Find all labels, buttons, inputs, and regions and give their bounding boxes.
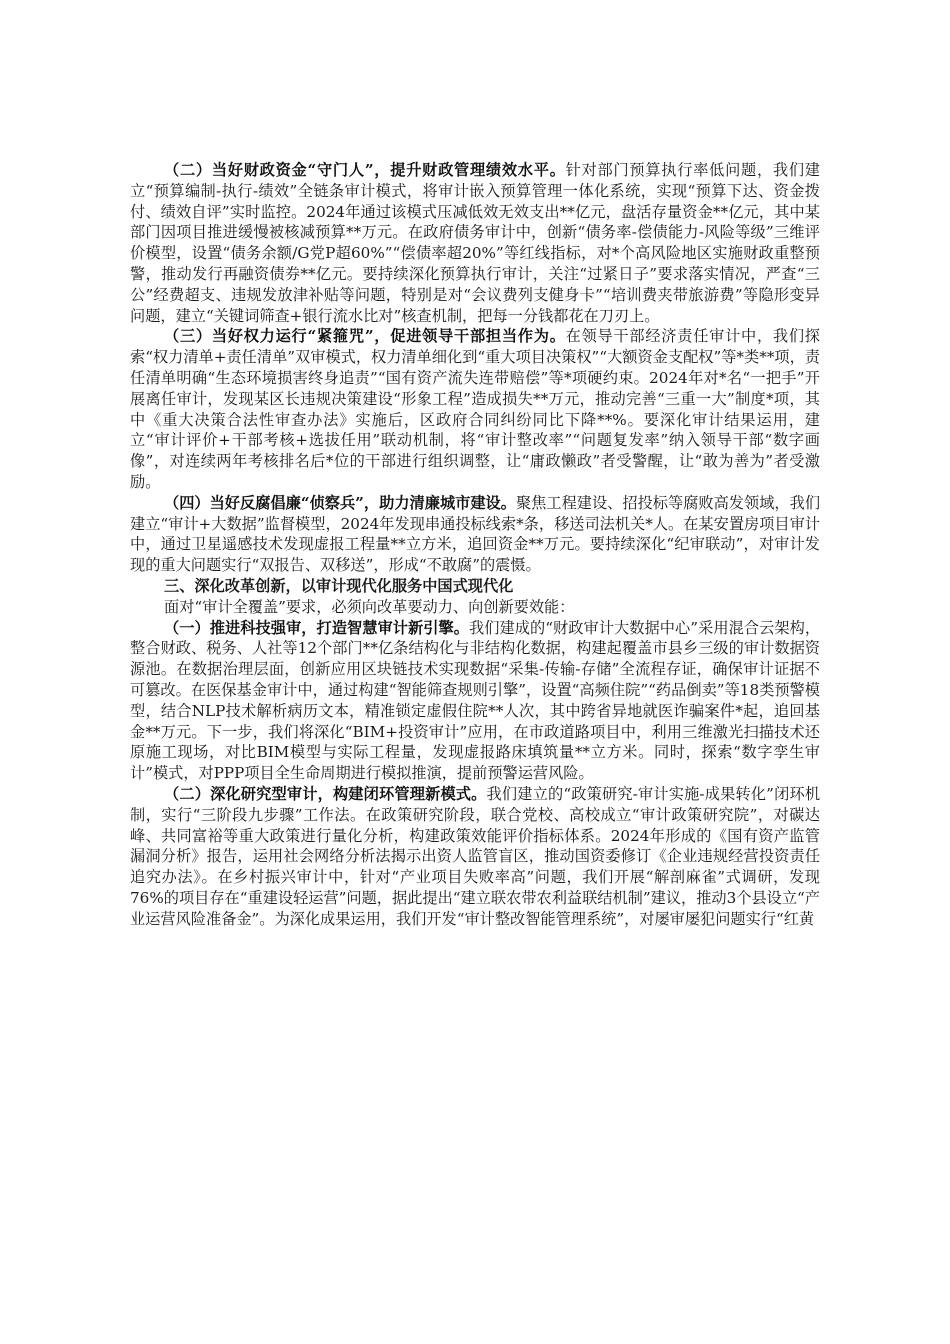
paragraph-lead: （四）当好反腐倡廉“侦察兵”，助力清廉城市建设。 xyxy=(164,493,516,512)
document-page xyxy=(130,160,820,929)
paragraph-body: 针对部门预算执行率低问题，我们建立“预算编制-执行-绩效”全链条审计模式，将审计嵌入预算管理一体化系统，实现“预算下达、资金拨付、绩效自评”实时监控。2024年通过该模式压减低效无效支出**亿元，盘活存量资金**亿元，其中某部门因项目推进缓慢被核减预算**万元。在政府债务审计中，创新“债务率-偿债能力-风险等级”三维评价模型，设置“债务余额/G党P超60%”“偿债率超20%”等红线指标，对*个高风险地区实施财政重整预警，推动发行再融资债券**亿元。要持续深化预算执行审计，关注“过紧日子”要求落实情况，严查“三公”经费超支、违规发放津补贴等问题，特别是对“会议费列支健身卡”“培训费夹带旅游费”等隐形变异问题，建立“关键词筛查+银行流水比对”核查机制，把每一分钱都花在刀刃上。 xyxy=(130,161,820,325)
section-heading: 三、深化改革创新，以审计现代化服务中国式现代化 xyxy=(164,576,514,595)
paragraph-research-audit xyxy=(130,784,820,930)
paragraph-body: 我们建成的“财政审计大数据中心”采用混合云架构，整合财政、税务、人社等12个部门**亿条结构化与非结构化数据，构建起覆盖市县乡三级的审计数据资源池。在数据治理层面，创新应用区块链技术实现数据“采集-传输-存储”全流程存证，确保审计证据不可篡改。在医保基金审计中，通过构建“智能筛查规则引擎”，设置“高频住院”“药品倒卖”等18类预警模型，结合NLP技术解析病历文本，精准锁定虚假住院**人次，其中跨省异地就医诈骗案件*起，追回基金**万元。下一步，我们将深化“BIM+投资审计”应用，在市政道路项目中，利用三维激光扫描技术还原施工现场，对比BIM模型与实际工程量，发现虚报路床填筑量**立方米。同时，探索“数字孪生审计”模式，对PPP项目全生命周期进行模拟推演，提前预警运营风险。 xyxy=(130,618,821,783)
paragraph-lead: （一）推进科技强审，打造智慧审计新引擎。 xyxy=(164,618,469,637)
paragraph-lead: （二）当好财政资金“守门人”，提升财政管理绩效水平。 xyxy=(164,161,566,179)
paragraph-power-curse xyxy=(130,326,820,492)
paragraph-lead: （二）深化研究型审计，构建闭环管理新模式。 xyxy=(164,784,487,803)
paragraph-body: 我们建立的“政策研究-审计实施-成果转化”闭环机制，实行“三阶段九步骤”工作法。在政策研究阶段，联合党校、高校成立“审计政策研究院”，对碳达峰、共同富裕等重大政策进行量化分析，构建政策效能评价指标体系。2024年形成的《国有资产监管漏洞分析》报告，运用社会网络分析法揭示出资人监管盲区，推动国资委修订《企业违规经营投资责任追究办法》。在乡村振兴审计中，针对“产业项目失败率高”问题，我们开展“解剖麻雀”式调研，发现76%的项目存在“重建设轻运营”问题，据此提出“建立联农带农利益联结机制”建议，推动3个县设立“产业运营风险准备金”。为深化成果运用，我们开发“审计整改智能管理系统”，对屡审屡犯问题实行“红黄 xyxy=(130,784,821,928)
paragraph-anti-corruption xyxy=(130,493,820,576)
paragraph-body: 在领导干部经济责任审计中，我们探索“权力清单+责任清单”双审模式，权力清单细化到“重大项目决策权”“大额资金支配权”等*类**项，责任清单明确“生态环境损害终身追责”“国有资产流失连带赔偿”等*项硬约束。2024年对*名“一把手”开展离任审计，发现某区长违规决策建设“形象工程”造成损失**万元，推动完善“三重一大”制度*项，其中《重大决策合法性审查办法》实施后，区政府合同纠纷同比下降**%。要深化审计结果运用，建立“审计评价+干部考核+选拔任用”联动机制，将“审计整改率”“问题复发率”纳入领导干部“数字画像”，对连续两年考核排名后*位的干部进行组织调整，让“庸政懒政”者受警醒，让“敢为善为”者受激励。 xyxy=(130,327,820,491)
paragraph-body: 聚焦工程建设、招投标等腐败高发领域，我们建立“审计+大数据”监督模型，2024年发现串通投标线索*条，移送司法机关*人。在某安置房项目审计中，通过卫星遥感技术发现虚报工程量**立方米，追回资金**万元。要持续深化“纪审联动”，对审计发现的重大问题实行“双报告、双移送”，形成“不敢腐”的震慑。 xyxy=(130,493,821,575)
section-intro: 面对“审计全覆盖”要求，必须向改革要动力、向创新要效能： xyxy=(164,597,575,616)
paragraph-lead: （三）当好权力运行“紧箍咒”，促进领导干部担当作为。 xyxy=(164,327,566,346)
paragraph-tech-audit xyxy=(130,618,820,784)
paragraph-finance-gatekeeper xyxy=(130,160,820,326)
